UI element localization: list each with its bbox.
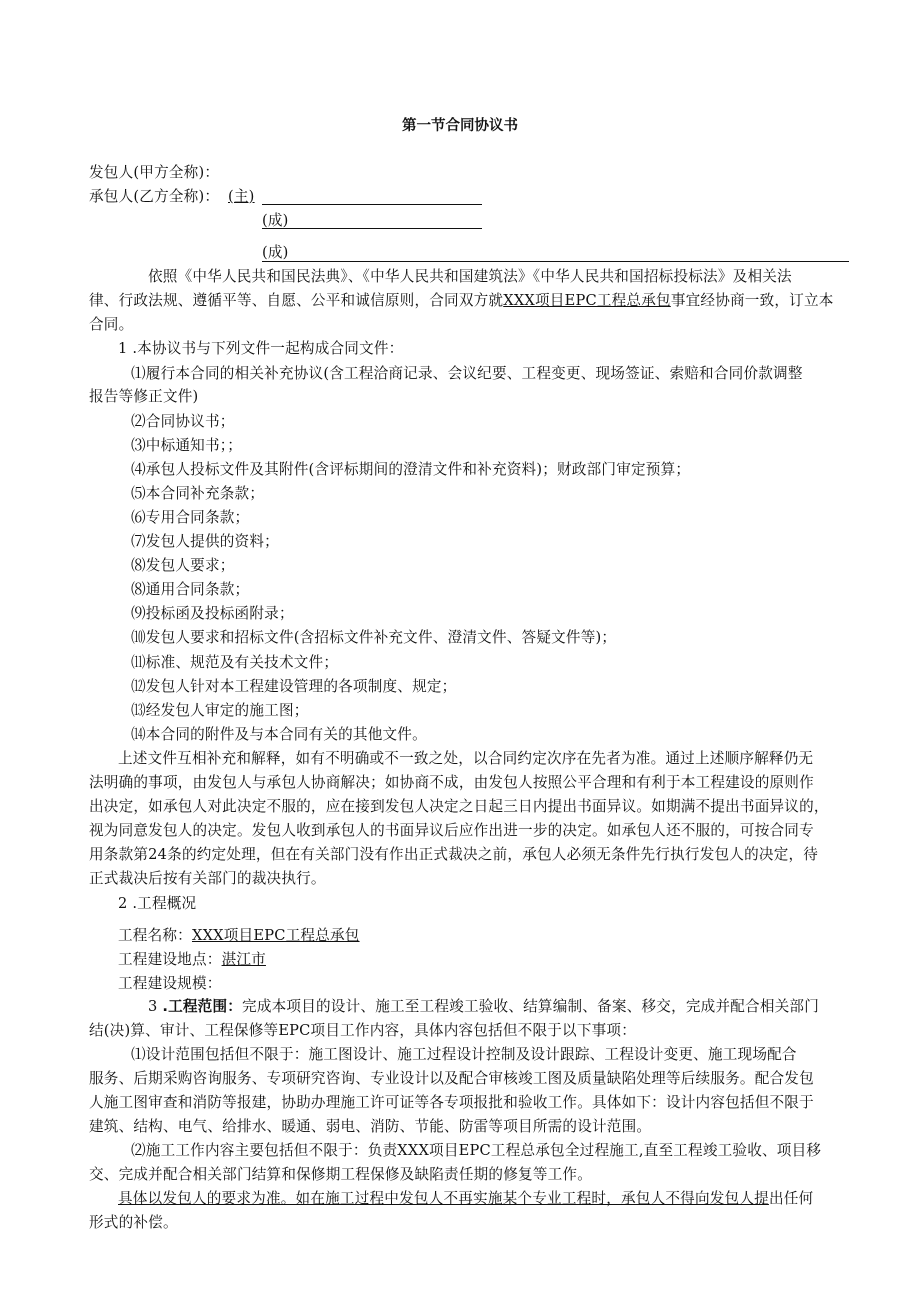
intro-text: 律、行政法规、遵循平等、自愿、公平和诚信原则，合同双方就 bbox=[89, 292, 504, 309]
design-scope-line: 服务、后期采购咨询服务、专项研究咨询、专业设计以及配合审核竣工图及质量缺陷处理等后续服务。配合发包 bbox=[89, 1070, 814, 1087]
design-scope-line: ⑴设计范围包括但不限于：施工图设计、施工过程设计控制及设计跟踪、工程设计变更、施工现场配合 bbox=[131, 1046, 797, 1063]
doc-list-item: 报告等修正文件) bbox=[89, 388, 199, 405]
doc-list-item: ⑻通用合同条款； bbox=[131, 581, 250, 598]
contractor-member-tag-2: (成) bbox=[262, 244, 289, 261]
contractor-member-blank-2 bbox=[262, 261, 849, 262]
section-2-heading: 2 .工程概况 bbox=[118, 895, 197, 912]
intro-line bbox=[89, 291, 834, 311]
construction-scope-line: ⑵施工工作内容主要包括但不限于：负责XXX项目EPC工程总承包全过程施工,直至工程竣工验收、项目移 bbox=[131, 1142, 822, 1159]
doc-list-item: ⒁本合同的附件及与本合同有关的其他文件。 bbox=[131, 726, 427, 743]
project-name-value: XXX项目EPC工程总承包 bbox=[191, 927, 360, 944]
doc-list-item: ⑼投标函及投标函附录； bbox=[131, 605, 294, 622]
contractor-lead-blank bbox=[262, 204, 482, 205]
doc-list-item: ⑵合同协议书； bbox=[131, 413, 235, 430]
project-name-row bbox=[118, 926, 360, 946]
doc-list-item: ⑿发包人针对本工程建设管理的各项制度、规定； bbox=[131, 678, 457, 695]
section-3-number: 3 bbox=[148, 998, 163, 1015]
precedence-paragraph-line: 出决定，如承包人对此决定不服的，应在接到发包人决定之日起三日内提出书面异议。如期满不提出书面异议的， bbox=[89, 798, 829, 815]
precedence-paragraph-line: 视为同意发包人的决定。发包人收到承包人的书面异议后应作出进一步的决定。如承包人还不服的，可按合同专 bbox=[89, 822, 814, 839]
contractor-member-blank-1 bbox=[262, 228, 482, 229]
doc-list-item: ⑾标准、规范及有关技术文件； bbox=[131, 654, 339, 671]
doc-list-item: ⑷承包人投标文件及其附件(含评标期间的澄清文件和补充资料)；财政部门审定预算； bbox=[131, 461, 691, 478]
doc-list-item: ⑽发包人要求和招标文件(含招标文件补充文件、澄清文件、答疑文件等)； bbox=[131, 629, 617, 646]
doc-list-item: ⑻发包人要求； bbox=[131, 557, 235, 574]
doc-list-item: ⑺发包人提供的资料； bbox=[131, 533, 279, 550]
project-location-row bbox=[118, 950, 266, 970]
precedence-paragraph-line: 法明确的事项，由发包人与承包人协商解决；如协商不成，由发包人按照公平合理和有利于本工程建设的原则作 bbox=[89, 774, 814, 791]
section-3-heading: .工程范围： bbox=[162, 998, 243, 1015]
section-3-text: 完成本项目的设计、施工至工程竣工验收、结算编制、备案、移交，完成并配合相关部门 bbox=[242, 998, 820, 1015]
project-name: XXX项目EPC工程总承包 bbox=[503, 292, 671, 309]
compensation-rest: 出任何 bbox=[768, 1190, 814, 1207]
contractor-label: 承包人(乙方全称)： bbox=[89, 188, 220, 205]
compensation-underlined: 具体以发包人的要求为准。如在施工过程中发包人不再实施某个专业工程时，承包人不得向发包人提 bbox=[118, 1190, 769, 1207]
employer-label: 发包人(甲方全称)： bbox=[89, 164, 220, 181]
section-3-line: 结(决)算、审计、工程保修等EPC项目工作内容，具体内容包括但不限于以下事项： bbox=[89, 1022, 637, 1039]
design-scope-line: 人施工图审查和消防等报建，协助办理施工许可证等各专项报批和验收工作。具体如下：设计内容包括但不限于 bbox=[89, 1094, 814, 1111]
construction-scope-line: 交、完成并配合相关部门结算和保修期工程保修及缺陷责任期的修复等工作。 bbox=[89, 1166, 592, 1183]
doc-list-item: ⒀经发包人审定的施工图； bbox=[131, 702, 309, 719]
contractor-lead-tag: (主) bbox=[228, 188, 255, 205]
section-3-line bbox=[148, 997, 819, 1017]
design-scope-line: 建筑、结构、电气、给排水、暖通、弱电、消防、节能、防雷等项目所需的设计范围。 bbox=[89, 1118, 652, 1135]
project-location-value: 湛江市 bbox=[221, 951, 266, 968]
precedence-paragraph-line: 用条款第24条的约定处理，但在有关部门没有作出正式裁决之前，承包人必须无条件先行执行发包人的决定，待 bbox=[89, 846, 819, 863]
doc-list-item: ⑶中标通知书；； bbox=[131, 437, 243, 454]
project-location-label: 工程建设地点： bbox=[118, 951, 222, 968]
contractor-member-tag-1: (成) bbox=[262, 212, 289, 229]
project-name-label: 工程名称： bbox=[118, 927, 192, 944]
doc-list-item: ⑸本合同补充条款； bbox=[131, 485, 265, 502]
intro-text: 事宜经协商一致，订立本 bbox=[670, 292, 834, 309]
precedence-paragraph-line: 上述文件互相补充和解释，如有不明确或不一致之处，以合同约定次序在先者为准。通过上述顺序解释仍无 bbox=[118, 750, 814, 767]
doc-list-item: ⑹专用合同条款； bbox=[131, 509, 250, 526]
precedence-paragraph-line: 正式裁决后按有关部门的裁决执行。 bbox=[89, 870, 326, 887]
intro-line: 依照《中华人民共和国民法典》、《中华人民共和国建筑法》《中华人民共和国招标投标法》及相关法 bbox=[148, 268, 792, 285]
page-title: 第一节合同协议书 bbox=[402, 118, 518, 134]
compensation-clause-end: 形式的补偿。 bbox=[89, 1214, 178, 1231]
project-scale-label: 工程建设规模： bbox=[118, 975, 222, 992]
doc-list-item: ⑴履行本合同的相关补充协议(含工程洽商记录、会议纪要、工程变更、现场签证、索赔和合同价款调整 bbox=[131, 365, 803, 382]
compensation-clause bbox=[118, 1189, 813, 1209]
intro-line: 合同。 bbox=[89, 316, 134, 333]
section-1-heading: 1 .本协议书与下列文件一起构成合同文件： bbox=[118, 340, 404, 357]
